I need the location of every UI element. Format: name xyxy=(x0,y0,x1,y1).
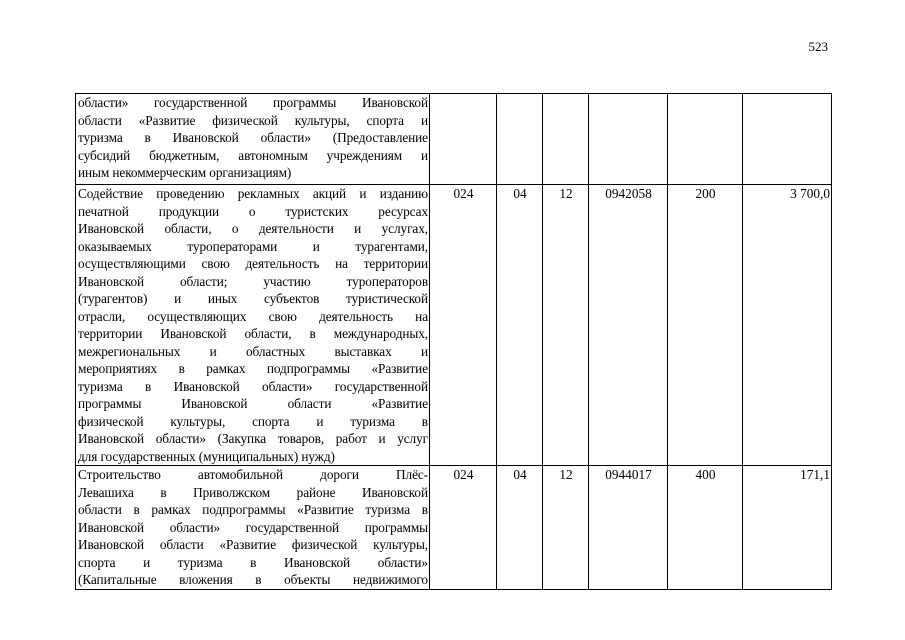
section-code-cell: 04 xyxy=(497,466,543,590)
description-line: Ивановской области, о деятельности и услугах, xyxy=(78,221,428,236)
target-article-cell: 0944017 xyxy=(589,466,668,590)
description-line: Ивановской области; участию туроператоров xyxy=(78,273,428,289)
description-line: области «Развитие физической культуры, спорта и xyxy=(78,112,428,128)
description-line: (турагентов) и иных субъектов туристической xyxy=(78,291,428,306)
description-line: Ивановской области» (Закупка товаров, работ и услуг xyxy=(78,431,428,446)
ministry-code-cell xyxy=(430,94,497,185)
description-line: Ивановской области «Развитие физической культуры, xyxy=(78,537,428,552)
description-line: иным некоммерческим организациям) xyxy=(78,165,292,180)
description-line: мероприятиях в рамках подпрограммы «Развитие xyxy=(78,361,428,376)
subsection-code-cell: 12 xyxy=(543,466,589,590)
ministry-code-cell: 024 xyxy=(430,466,497,590)
expense-type-cell xyxy=(668,94,743,185)
row-description xyxy=(76,94,430,185)
description-line: отрасли, осуществляющих свою деятельность на xyxy=(78,308,428,324)
description-line: печатной продукции о туристских ресурсах xyxy=(78,203,428,219)
description-line: межрегиональных и областных выставках и xyxy=(78,343,428,359)
description-line: Содействие проведению рекламных акций и изданию xyxy=(78,186,428,201)
description-line: туризма в Ивановской области» государственной xyxy=(78,378,428,394)
description-line: Ивановской области» государственной программы xyxy=(78,519,428,535)
row-description xyxy=(76,185,430,466)
description-line: осуществляющими свою деятельность на территории xyxy=(78,256,428,271)
description-line: Левашиха в Приволжском районе Ивановской xyxy=(78,484,428,500)
budget-table xyxy=(75,93,832,590)
section-code-cell: 04 xyxy=(497,185,543,466)
description-line: спорта и туризма в Ивановской области» xyxy=(78,554,428,570)
description-line: физической культуры, спорта и туризма в xyxy=(78,413,428,429)
amount-cell xyxy=(743,94,832,185)
description-line: (Капитальные вложения в объекты недвижимого xyxy=(78,572,428,587)
subsection-code-cell xyxy=(543,94,589,185)
description-line: оказываемых туроператорами и турагентами, xyxy=(78,238,428,254)
description-line: области в рамках подпрограммы «Развитие туризма в xyxy=(78,502,428,517)
expense-type-cell: 400 xyxy=(668,466,743,590)
expense-type-cell: 200 xyxy=(668,185,743,466)
subsection-code-cell: 12 xyxy=(543,185,589,466)
page-number: 523 xyxy=(808,39,828,54)
section-code-cell xyxy=(497,94,543,185)
description-line: программы Ивановской области «Развитие xyxy=(78,396,428,411)
table-row xyxy=(76,94,832,185)
description-line: для государственных (муниципальных) нужд) xyxy=(78,448,335,464)
description-line: области» государственной программы Ивановской xyxy=(78,95,428,110)
table-row xyxy=(76,466,832,590)
description-line: туризма в Ивановской области» (Предоставление xyxy=(78,130,428,145)
amount-cell: 3 700,0 xyxy=(743,185,832,466)
description-line: субсидий бюджетным, автономным учреждениям и xyxy=(78,147,428,163)
description-line: Строительство автомобильной дороги Плёс- xyxy=(78,467,428,482)
target-article-cell xyxy=(589,94,668,185)
ministry-code-cell: 024 xyxy=(430,185,497,466)
target-article-cell: 0942058 xyxy=(589,185,668,466)
description-line: территории Ивановской области, в международных, xyxy=(78,326,428,341)
row-description xyxy=(76,466,430,590)
amount-cell: 171,1 xyxy=(743,466,832,590)
table-row xyxy=(76,185,832,466)
